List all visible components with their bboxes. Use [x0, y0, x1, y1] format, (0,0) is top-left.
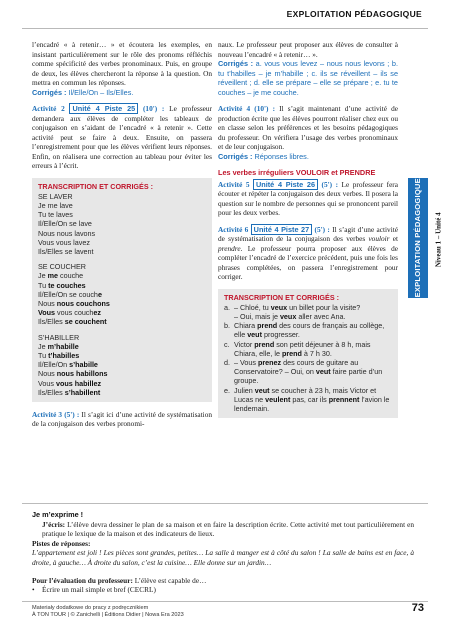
evaluation-intro: L’élève est capable de…: [132, 575, 207, 585]
left-column: [32, 40, 212, 436]
habiller-line: Ils/Elles s’habillent: [38, 387, 101, 397]
activity-3: [32, 410, 212, 429]
activity-5: [218, 180, 398, 218]
coucher-heading: SE COUCHER: [38, 262, 86, 272]
activity-2-time: (10') :: [138, 104, 165, 113]
coucher-line: Je me couche: [38, 271, 84, 281]
item-text: Victor prend son petit déjeuner à 8 h, mais Chiara, elle, le prend à 7 h 30.: [234, 339, 371, 358]
activity-2-audio-ref: Unité 4 Piste 25: [69, 103, 138, 114]
activity-4-text: Il s’agit maintenant d’une activité de production écrite que les élèves pourront réaliser chez eux ou en classe selon les préférences et les besoins pédagogiques du professeur. On vérifiera l’usage des verbes pronominaux et de leur conjugaison.: [218, 104, 398, 151]
habiller-line: Nous nous habillons: [38, 369, 108, 379]
transcription-item: [224, 358, 392, 386]
habiller-line: Il/Elle/On s’habille: [38, 360, 98, 370]
activity-6-audio-ref: Unité 4 Piste 27: [251, 224, 313, 235]
je-mexprime-heading: Je m’exprime !: [32, 510, 84, 519]
transcription-item: [224, 386, 392, 414]
activity-3-text: Il s’agit ici d’une activité de systématisation de la conjugaison des verbes pronomi-: [32, 409, 212, 429]
activity-2-label: Activité 2: [32, 104, 65, 113]
coucher-line: Il/Elle/On se couche: [38, 289, 102, 299]
corriges-label: Corrigés :: [218, 151, 253, 161]
item-text: Julien veut se coucher à 23 h, mais Victor et Lucas ne veulent pas, car ils prennent l’avion le lendemain.: [234, 385, 390, 413]
laver-line: Ils/Elles se lavent: [38, 246, 94, 256]
footer-divider: [22, 601, 428, 602]
item-text: Chiara prend des cours de français au collège, elle veut progresser.: [234, 321, 385, 340]
transcription-item: [224, 321, 392, 339]
laver-line: Il/Elle/On se lave: [38, 219, 92, 229]
right-paragraph-intro: [218, 40, 398, 97]
activity-4: [218, 104, 398, 161]
activity-3-time: (5') :: [62, 409, 80, 419]
jecris-text: L’élève devra dessiner le plan de sa maison et en faire la description écrite. Cette activité met tout particulièrement en pratique le lexique de la maison et des indicateurs de lieux.: [42, 519, 414, 539]
activity-5-audio-ref: Unité 4 Piste 26: [253, 179, 318, 190]
corriges-value: a. vous vous levez – nous nous levons ; b. tu t’habilles – je m’habille ; c. ils se réveillent – ils se réveillent ; d. elle se prépare – elle se prépare ; e. tu te couches – je me couche.: [218, 59, 398, 97]
jecris-label: J’écris:: [42, 519, 66, 529]
transcription-item: [224, 303, 392, 321]
right-column: [218, 40, 398, 426]
activity-5-text: Le professeur fera écouter et répéter la conjugaison des deux verbes. Il posera la question sur le nombre de personnes qui se prononcent pareil pour les deux verbes.: [218, 179, 398, 217]
evaluation-bullet: • Écrire un mail simple et bref (CECRL): [32, 585, 156, 595]
intro-text: l’encadré « à retenir… » et écoutera les exemples, en insistant particulièrement sur le rôle des pronoms réfléchis comme spécificité des verbes pronominaux. Puis, en groupe de deux, les élèves chercheront la réponse à la question. On mettra en commun les réponses.: [32, 40, 212, 87]
footer-credits: Materiały dodatkowe do pracy z podręcznikiem À TON TOUR | © Zanichelli | Éditions Didier | Nowa Era 2023: [32, 605, 184, 618]
coucher-line: Vous vous couchez: [38, 308, 101, 318]
corriges-label: Corrigés :: [218, 59, 254, 68]
laver-line: Vous vous lavez: [38, 237, 90, 247]
corriges-value: Réponses libres.: [252, 151, 309, 161]
item-letter: c.: [224, 339, 230, 349]
page-header-title: EXPLOITATION PÉDAGOGIQUE: [286, 9, 422, 19]
intro-text: naux. Le professeur peut proposer aux élèves de consulter à nouveau l’encadré « à retenir… ».: [218, 40, 398, 59]
jecris-paragraph: [32, 520, 414, 539]
activity-2-text: Le professeur demandera aux élèves de compléter les tableaux de conjugaison en s’aidant de l’encadré « à retenir ». Cette activité peut se faire à deux. Ensuite, on passera l’enregistrement pour que les élèves vérifient leurs réponses. Enfin, on réalisera une correction au tableau pour éviter les erreurs à l’écrit.: [32, 104, 212, 170]
coucher-line: Ils/Elles se couchent: [38, 317, 107, 327]
bottom-section: [32, 510, 414, 595]
activity-6: Activité 6 Unité 4 Piste 27 (5') : Il s’agit d’une activité de systématisation de la conjugaison des verbes vouloir et prendre. Le professeur pourra proposer aux élèves de compléter l’encadré de l’exercice précédent, puis une fois les phrases complétées, on passera l’enregistrement pour corriger.: [218, 224, 398, 281]
item-letter: a.: [224, 302, 230, 312]
pistes-label: Pistes de réponses:: [32, 538, 91, 548]
activity-3-label: Activité 3: [32, 409, 63, 419]
evaluation-line: [32, 576, 414, 586]
side-band-label: EXPLOITATION PÉDAGOGIQUE: [413, 178, 423, 298]
evaluation-title: Pour l’évaluation du professeur:: [32, 575, 133, 585]
section-title-text: Les verbes irréguliers VOULOIR et PRENDRE: [218, 168, 376, 177]
section-title: [218, 168, 398, 178]
coucher-line: Tu te couches: [38, 280, 86, 290]
corriges-label: Corrigés :: [32, 87, 67, 97]
transcription-box-left: [32, 178, 212, 402]
activity-6-label: Activité 6: [218, 224, 249, 234]
habiller-heading: S’HABILLER: [38, 332, 80, 342]
item-text: – Vous prenez des cours de guitare au Conservatoire? – Oui, on veut faire partie d’un groupe.: [234, 357, 383, 386]
activity-5-time: (5') :: [318, 179, 339, 189]
item-letter: b.: [224, 321, 230, 331]
pistes-text: L’appartement est joli ! Les pièces sont grandes, petites… La salle à manger est à côté du salon ! La salle de bains est en face, à droite, à gauche… À droite du salon, c’est la cuisine… Elle donne sur un jardin…: [32, 548, 414, 567]
item-text: – Chloé, tu veux un billet pour la visite? – Oui, mais je veux aller avec Ana.: [234, 302, 361, 321]
page-number: 73: [411, 602, 424, 614]
activity-6-time: (5') :: [312, 224, 330, 234]
laver-heading: SE LAVER: [38, 191, 73, 201]
laver-line: Je me lave: [38, 200, 73, 210]
activity-2: [32, 104, 212, 171]
coucher-line: Nous nous couchons: [38, 298, 110, 308]
activity-4-time: (10') :: [250, 104, 276, 113]
activity-4-label: Activité 4: [218, 104, 251, 113]
header-divider: [22, 28, 428, 29]
transcription-title: TRANSCRIPTION ET CORRIGÉS :: [224, 292, 340, 302]
corriges-value: Il/Elle/On – Ils/Elles.: [66, 87, 134, 97]
transcription-title: TRANSCRIPTION ET CORRIGÉS :: [38, 181, 154, 191]
transcription-box-right: [218, 289, 398, 419]
item-letter: d.: [224, 357, 230, 367]
transcription-item: [224, 340, 392, 358]
habiller-line: Tu t’habilles: [38, 350, 80, 360]
side-level-label: Niveau 1 – Unité 4: [434, 212, 443, 268]
habiller-line: Vous vous habillez: [38, 378, 102, 388]
habiller-line: Je m’habille: [38, 341, 79, 351]
item-letter: e.: [224, 385, 230, 395]
left-paragraph-intro: [32, 40, 212, 97]
activity-5-label: Activité 5: [218, 179, 250, 189]
laver-line: Tu te laves: [38, 210, 73, 220]
section-divider: [22, 503, 428, 504]
laver-line: Nous nous lavons: [38, 228, 96, 238]
